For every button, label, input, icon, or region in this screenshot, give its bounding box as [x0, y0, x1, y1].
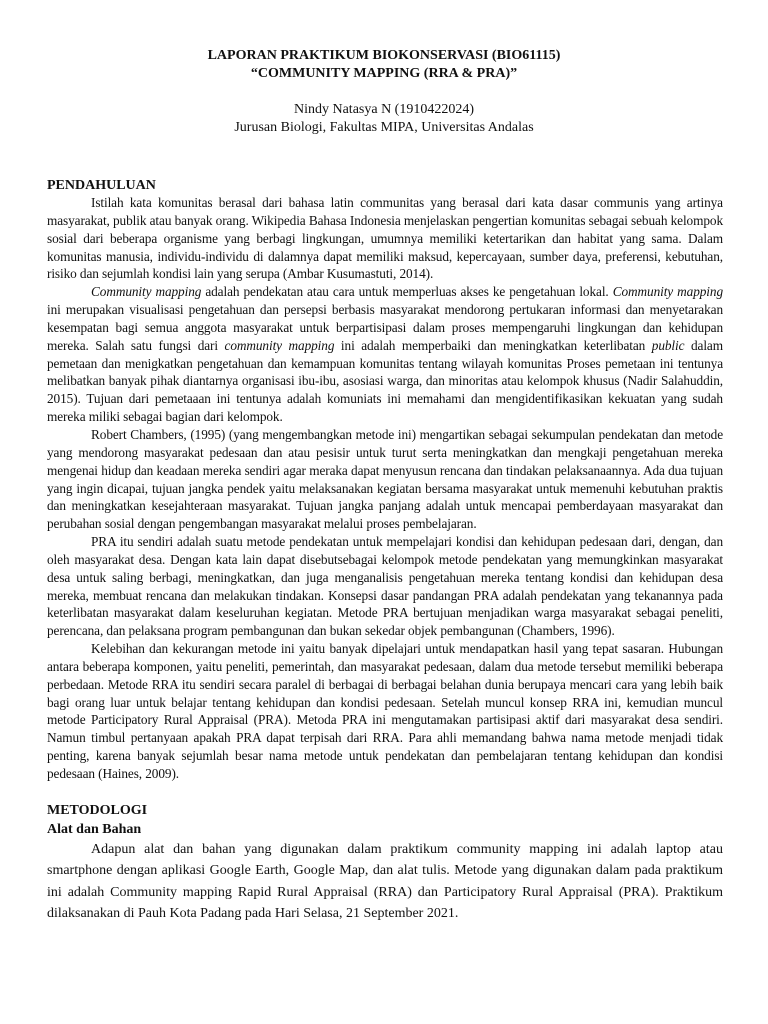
paragraph-text: adalah pendekatan atau cara untuk memperluas akses ke pengetahuan lokal. — [201, 284, 613, 300]
paragraph-text: ini adalah memperbaiki dan meningkatkan keterlibatan — [334, 337, 652, 353]
paragraph-pendahuluan-3: Robert Chambers, (1995) (yang mengembangkan metode ini) mengartikan sebagai sekumpulan pendekatan dan metode yang mendorong masyarakat pedesaan dan atau pesisir untuk turut serta meningkatkan dan mengkaji pengetahuan mereka mengenai hidup dan keadaan mereka sendiri agar meraka dapat menyusun rencana dan tindakan pelaksanaannya. Ada dua tujuan yang ingin dicapai, tujuan jangka pendek yaitu melaksanakan kegiatan bersama masyarakat untuk memenuhi kebutuhan praktis dan meningkatkan kesejahteraan masyarakat. Tujuan jangka panjang adalah untuk mencapai pemberdayaan masyarakat dan perubahan sosial dengan pengembangan masyarakat melalui proses pembelajaran. — [47, 426, 723, 532]
paragraph-text: dalam pemetaan dan menigkatkan pengetahuan dan kemampuan komunitas tentang wilayah komunitas Proses pemetaan ini tentunya melibatkan banyak pihak diantarnya organisasi ibu-ibu, asosiasi warga, dan minoritas atau kelompok khusus (Nadir Salahuddin, 2015). Tujuan dari pemetaaan ini tentunya adalah komuniats ini memahami dan mengidentifikasikan kekuatan yang sudah mereka miliki sebagai bagian dari kelompok. — [47, 337, 723, 425]
italic-term: community mapping — [224, 337, 335, 353]
paragraph-metodologi-1: Adapun alat dan bahan yang digunakan dalam praktikum community mapping ini adalah laptop atau smartphone dengan aplikasi Google Earth, Google Map, dan alat tulis. Metode yang digunakan dalam pada praktikum ini adalah Community mapping Rapid Rural Appraisal (RRA) dan Participatory Rural Appraisal (PRA). Praktikum dilaksanakan di Pauh Kota Padang pada Hari Selasa, 21 September 2021. — [47, 841, 723, 922]
author-name: Nindy Natasya N (1910422024) — [293, 102, 475, 117]
document-header — [0, 47, 768, 137]
italic-term: Community mapping — [91, 284, 202, 300]
author-block — [0, 101, 768, 137]
report-subtitle: “COMMUNITY MAPPING (RRA & PRA)” — [250, 66, 518, 81]
paragraph-pendahuluan-1: Istilah kata komunitas berasal dari bahasa latin communitas yang berasal dari kata dasar communis yang artinya masyarakat, publik atau banyak orang. Wikipedia Bahasa Indonesia menjelaskan pengertian komunitas sebagai sebuah kelompok sosial dari beberapa organisme yang berbagi lingkungan, umumnya memiliki ketertarikan dan habitat yang sama. Dalam komunitas manusia, individu-individu di dalamnya dapat memiliki maksud, kepercayaan, sumber daya, preferensi, kebutuhan, risiko dan sejumlah kondisi lain yang serupa (Ambar Kusumastuti, 2014). — [47, 195, 723, 282]
section-heading-pendahuluan: PENDAHULUAN — [47, 178, 156, 193]
italic-term: public — [651, 337, 685, 353]
author-affiliation: Jurusan Biologi, Fakultas MIPA, Universitas Andalas — [234, 120, 534, 135]
paragraph-pendahuluan-5: Kelebihan dan kekurangan metode ini yaitu banyak dipelajari untuk mendapatkan hasil yang tepat sasaran. Hubungan antara beberapa komponen, yaitu peneliti, pemerintah, dan masyarakat pedesaan, dalam dua metode tersebut memiliki beberapa perbedaan. Metode RRA itu sendiri secara paralel di berbagai di berbagai belahan dunia berupaya mencari cara yang lebih baik bagi orang luar untuk belajar tentang kehidupan dan kondisi pedesaan. Setelah muncul konsep RRA ini, kemudian muncul metode Participatory Rural Appraisal (PRA). Metoda PRA ini mengutamakan partisipasi aktif dari masyarakat desa sendiri. Namun timbul pertanyaan apakah PRA dapat terpisah dari RRA. Para ahli memandang bahwa nama metode menjadi tidak penting, karena banyak sejumlah besar nama metode untuk pendekatan dan pembelajaran tentang kehidupan dan kondisi pedesaan (Haines, 2009). — [47, 641, 723, 781]
subheading-alat-dan-bahan: Alat dan Bahan — [47, 821, 142, 837]
document-body — [47, 178, 723, 925]
report-title: LAPORAN PRAKTIKUM BIOKONSERVASI (BIO61115) — [207, 48, 561, 63]
paragraph-pendahuluan-4: PRA itu sendiri adalah suatu metode pendekatan untuk mempelajari kondisi dan kehidupan pedesaan dari, dengan, dan oleh masyarakat desa. Dengan kata lain dapat disebutsebagai kelompok metode pendekatan yang memungkinkan masyarakat desa untuk saling berbagi, meningkatkan, dan juga menganalisis pengetahuan mereka tentang kondisi dan kehidupan desa mereka, membuat rencana dan melakukan tindakan. Konsepsi dasar pandangan PRA adalah pendekatan yang tekanannya pada keterlibatan masyarakat dalam keseluruhan kegiatan. Metode PRA bertujuan menjadikan warga masyarakat sebagai peneliti, perencana, dan pelaksana program pembangunan dan bukan sekedar objek pembangunan (Chambers, 1996). — [47, 534, 723, 639]
italic-term: Community mapping — [612, 284, 723, 300]
paragraph-text: ini merupakan visualisasi pengetahuan dan persepsi berbasis masyarakat mendorong pertukaran informasi dan menyetarakan kesempatan bagi semua anggota masyarakat untuk berpartisipasi dalam proses mempengaruhi lingkungan dan kehidupan mereka. Salah satu fungsi dari — [47, 302, 723, 353]
section-heading-metodologi: METODOLOGI — [47, 802, 148, 818]
paragraph-pendahuluan-2 — [47, 283, 723, 426]
section-spacer — [47, 783, 723, 803]
